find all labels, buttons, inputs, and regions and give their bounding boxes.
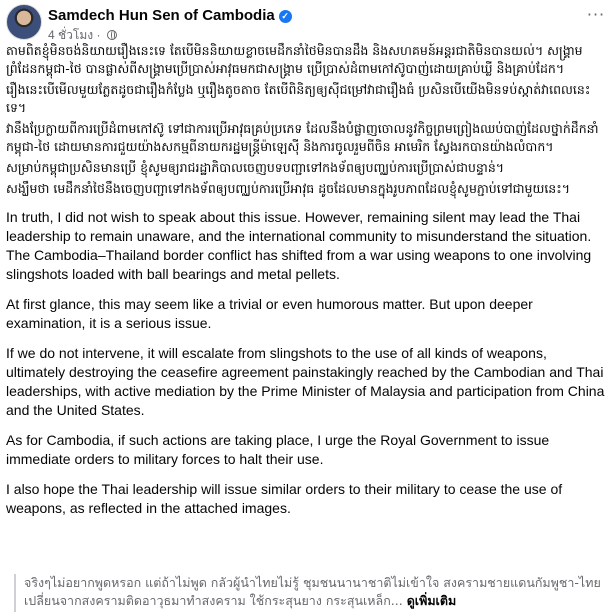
english-paragraph: I also hope the Thai leadership will issue similar orders to their military to cease the use of weapons, as reflected in the attached images. <box>6 481 563 516</box>
post-time[interactable]: 4 ชั่วโมง <box>48 28 94 42</box>
globe-icon <box>107 30 117 40</box>
khmer-paragraph: រឿងនេះបើមើលមួយភ្លែតដូចជារឿងកំប្លែង ឬរឿងតូចតាច តែបើពិនិត្យឲ្យស៊ីជម្រៅវាជារឿងធំ ប្រសិនបើយើងមិនទប់ស្កាត់វាពេលនេះទេ។ <box>6 82 591 115</box>
more-options-icon[interactable]: ··· <box>586 5 606 24</box>
post-body <box>6 42 606 529</box>
author-avatar[interactable] <box>6 4 42 40</box>
see-more-link[interactable]: ดูเพิ่มเติม <box>406 593 457 608</box>
author-name[interactable]: Samdech Hun Sen of Cambodia <box>48 7 275 24</box>
english-paragraph: In truth, I did not wish to speak about this issue. However, remaining silent may lead the Thai leadership to remain unaware, and the international community to misunderstand the situation. The Cambodia–Thailand border conflict has shifted from a war using weapons to one involving slingshots loaded with ball bearings and metal pellets. <box>6 209 592 282</box>
english-paragraph: As for Cambodia, if such actions are taking place, I urge the Royal Government to issue immediate orders to military forces to halt their use. <box>6 432 550 467</box>
khmer-paragraph: សង្ឃឹមថា មេដឹកនាំថៃនឹងចេញបញ្ជាទៅកងទ័ពឲ្យបញ្ឈប់ការប្រើអាវុធ ដូចដែលមានក្នុងរូបភាពដែលខ្ញុំសូមភ្ជាប់ទៅជាមួយនេះ។ <box>6 181 570 196</box>
english-paragraph: At first glance, this may seem like a trivial or even humorous matter. But upon deeper examination, it is a serious issue. <box>6 296 533 331</box>
english-paragraph: If we do not intervene, it will escalate from slingshots to the use of all kinds of weapons, ultimately destroying the ceasefire agreement painstakingly reached by the Cambodian and Thai leaderships, with active mediation by the Prime Minister of Malaysia and participation from China and the United States. <box>6 345 605 418</box>
verified-badge-icon: ✓ <box>279 10 292 23</box>
khmer-paragraph: វានឹងប្រែក្លាយពីការប្រើដំពាមកៅស៊ូ ទៅជាការប្រើអាវុធគ្រប់ប្រភេទ ដែលនឹងបំផ្លាញចោលនូវកិច្ចព្រមព្រៀងឈប់បាញ់ដែលថ្នាក់ដឹកនាំកម្ពុជា-ថៃ ដោយមានការជួយយ៉ាងសកម្មពីនាយករដ្ឋមន្ត្រីម៉ាឡេស៊ី និងការចូលរួមពីចិន អាមេរិក ស្វែងរកបានយ៉ាងលំបាក។ <box>6 121 599 154</box>
translation-text: จริงๆไม่อยากพูดหรอก แต่ถ้าไม่พูด กลัวผู้นำไทยไม่รู้ ชุมชนนานาชาติไม่เข้าใจ สงครามชายแดนกัมพูชา-ไทย เปลี่ยนจากสงครามติดอาวุธมาทำสงคราม ใช้กระสุนยาง กระสุนเหล็ก... <box>24 575 601 608</box>
khmer-paragraph: សម្រាប់កម្ពុជាប្រសិនមានប្រើ ខ្ញុំសូមឲ្យរាជរដ្ឋាភិបាលចេញបទបញ្ជាទៅកងទ័ពឲ្យបញ្ឈប់ការប្រើប្រាស់ជាបន្ទាន់។ <box>6 160 504 175</box>
post-header <box>0 0 613 42</box>
translation-preview <box>14 574 606 612</box>
meta-separator: · <box>96 28 104 42</box>
khmer-paragraph: តាមពិតខ្ញុំមិនចង់និយាយរឿងនេះទេ តែបើមិននិយាយខ្លាចមេដឹកនាំថៃមិនបានដឹង និងសហគមន៍អន្តរជាតិមិនបានយល់។ សង្គ្រាមព្រំដែនកម្ពុជា-ថៃ បានផ្លាស់ពីសង្គ្រាមប្រើប្រាស់អាវុធមកជាសង្គ្រាម ប្រើប្រាស់ដំពាមកៅស៊ូបាញ់ដោយគ្រាប់ឃ្លី និងគ្រាប់ដែក។ <box>6 43 583 76</box>
author-name-row <box>48 7 292 24</box>
